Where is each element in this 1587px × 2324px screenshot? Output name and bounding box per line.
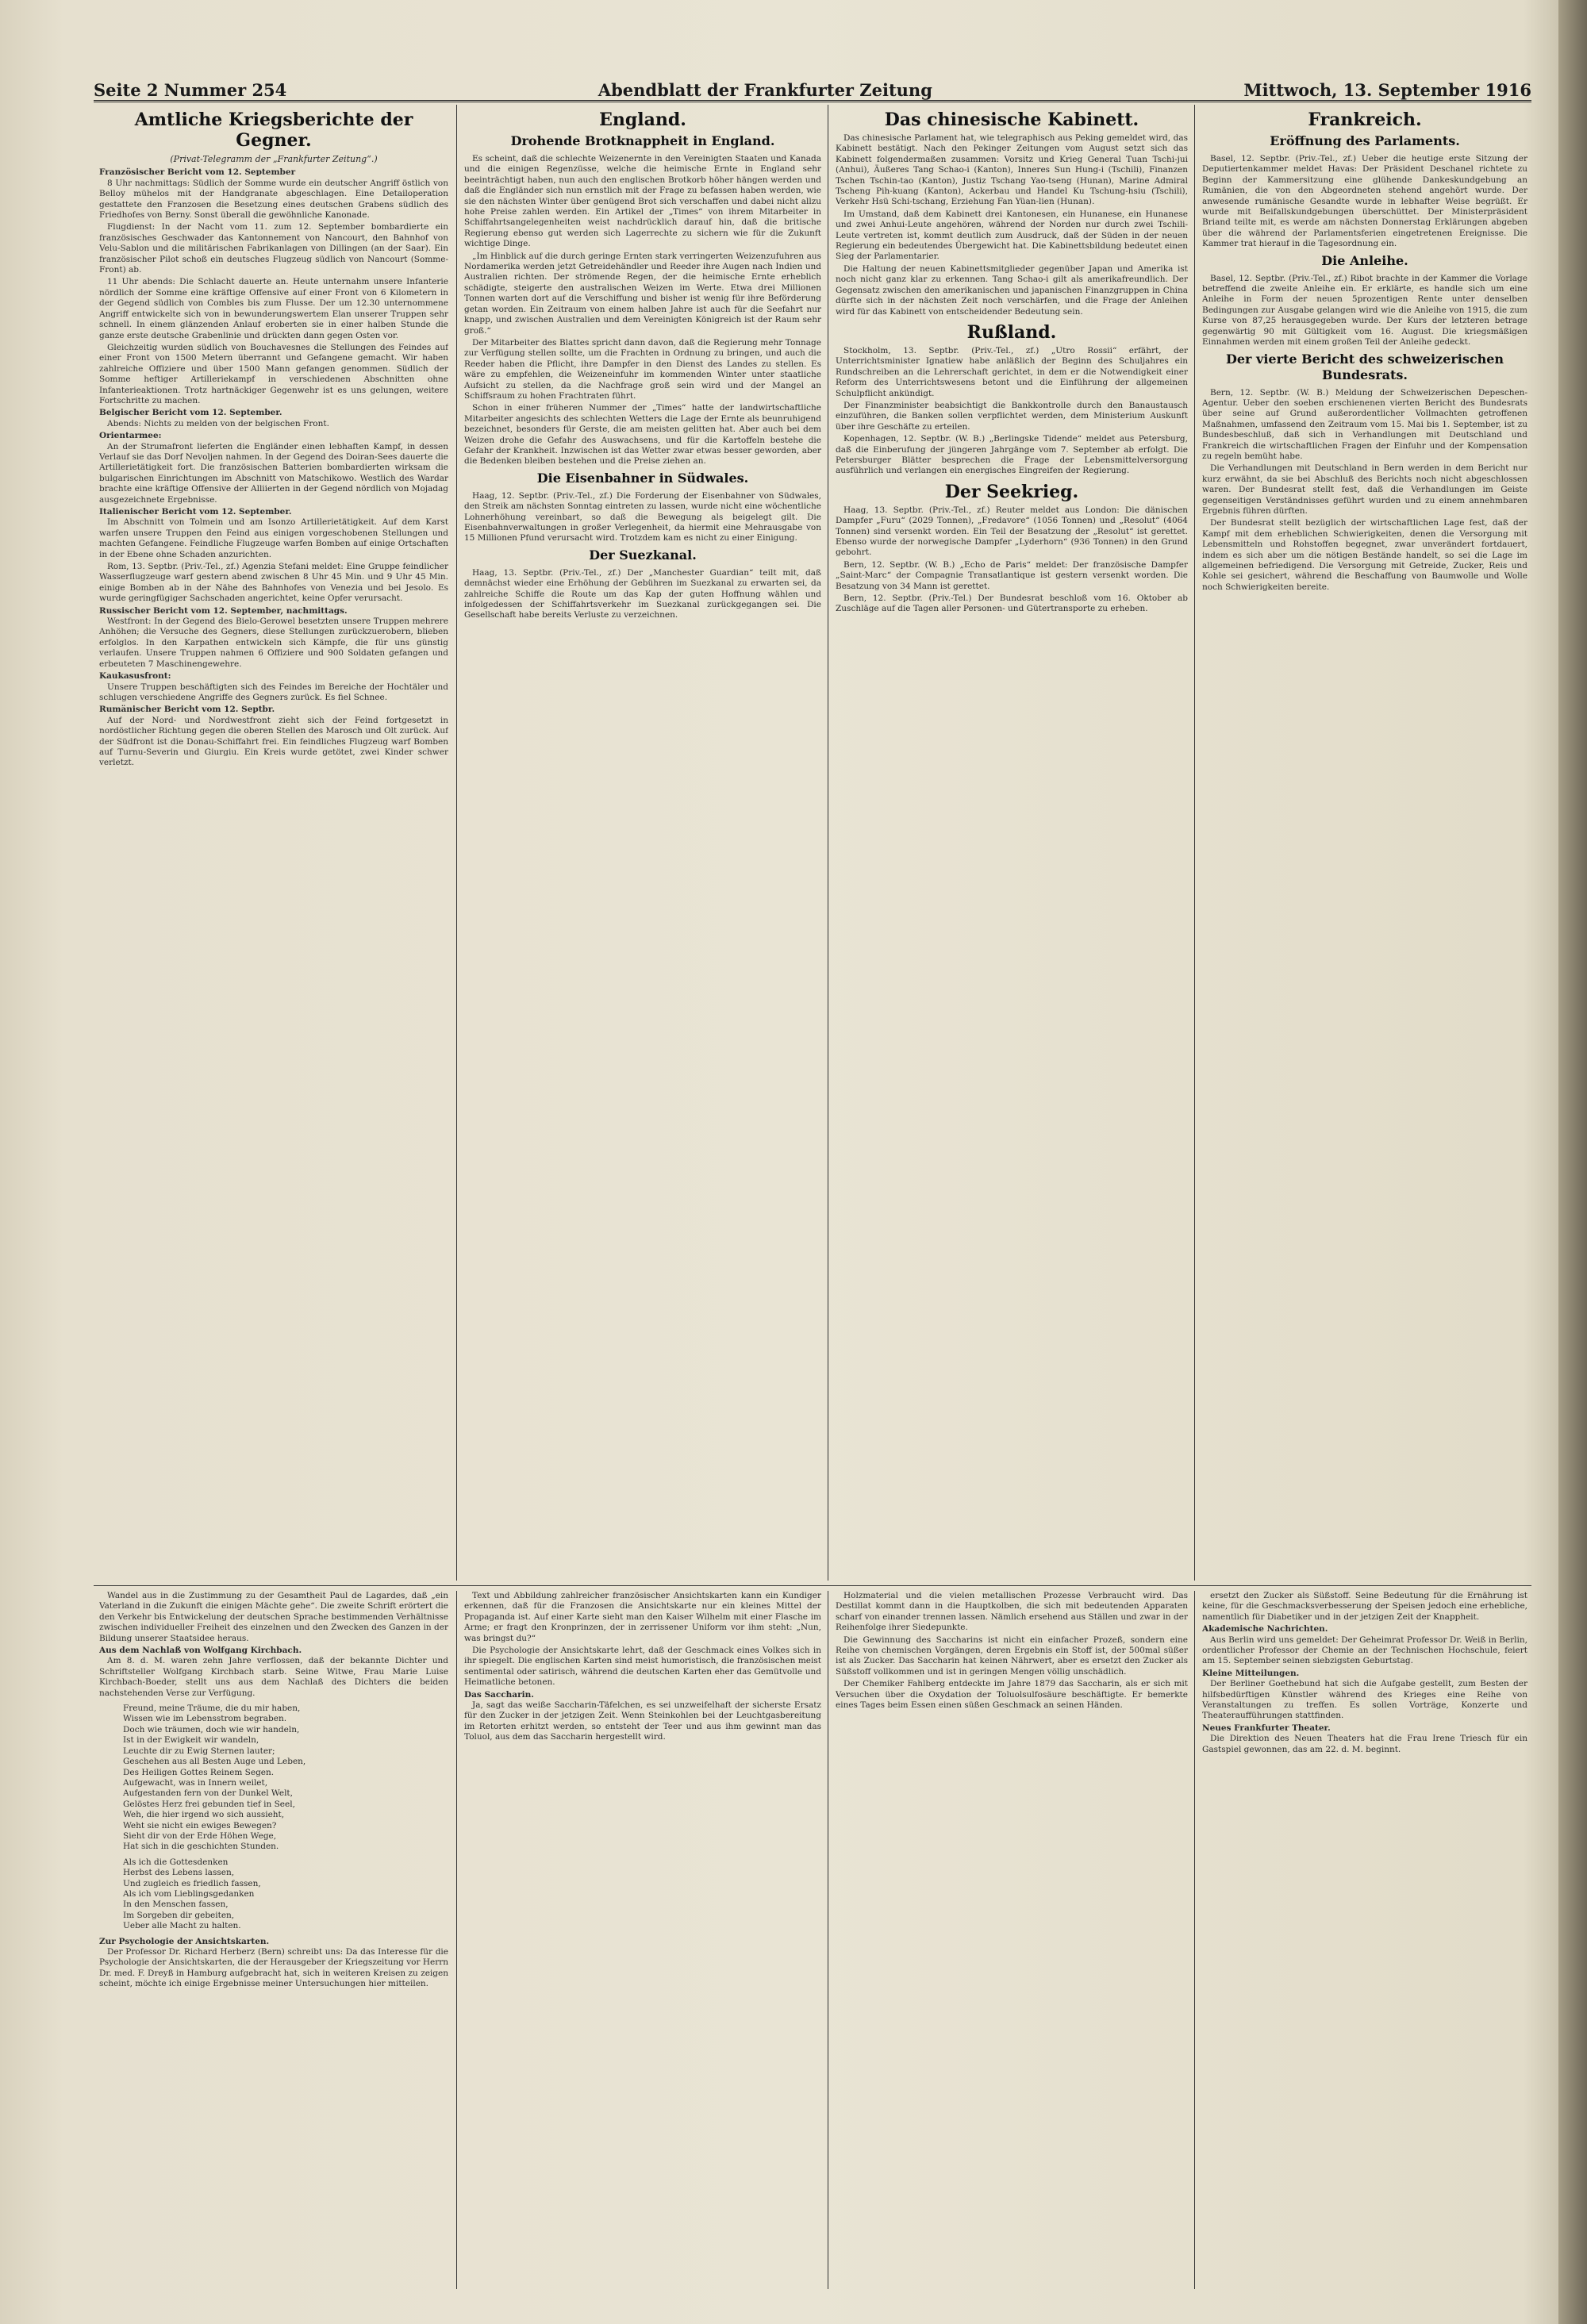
paragraph: Am 8. d. M. waren zehn Jahre verflossen, daß der bekannte Dichter und Schriftsteller Wolfgang Kirchbach starb. Seine Witwe, Frau Marie Luise Kirchbach-Boeder, stellt uns aus dem Nachlaß des Dichters die beiden nachstehenden Verse zur Verfügung.: [99, 1656, 448, 1698]
paragraph: Holzmaterial und die vielen metallischen Prozesse Verbraucht wird. Das Destillat kommt dann in die Hauptkolben, die sich mit bedeutenden Apparaten scharf von einander trennen lassen. Nämlich ersehend aus Ställen und zwar in der Reihenfolge ihrer Siedepunkte.: [836, 1591, 1188, 1633]
paragraph: Der Chemiker Fahlberg entdeckte im Jahre 1879 das Saccharin, als er sich mit Versuchen über die Oxydation der Toluolsulfosäure beschäftigte. Er bemerkte eines Tages beim Essen einen süßen Geschmack an seinen Händen.: [836, 1679, 1188, 1711]
section-heading: Kleine Mitteilungen.: [1202, 1668, 1300, 1678]
paragraph: Der Bundesrat stellt bezüglich der wirtschaftlichen Lage fest, daß der Kampf mit dem erheblichen Schwierigkeiten, denen die Versorgung mit Lebensmitteln und Rohstoffen begegnet, zwar unverändert fortdauert, indem es sich aber um die nötigen Bestände handelt, so sei die Lage im allgemeinen befriedigend. Die Versorgung mit Getreide, Zucker, Reis und Kohle sei gesichert, während die Beschaffung von Baumwolle und Wolle noch Schwierigkeiten bereite.: [1202, 518, 1527, 592]
article-title: Der vierte Bericht des schweizerischen Bundesrats.: [1225, 351, 1504, 382]
paragraph: 8 Uhr nachmittags: Südlich der Somme wurde ein deutscher Angriff östlich von Belloy mühelos mit der Handgranate abgeschlagen. Eine Detailoperation gestattete den Franzosen die Besetzung eines deutschen Grabens südlich des Friedhofes von Berny. Sonst überall die gewöhnliche Kanonade.: [99, 178, 448, 221]
section-heading: Akademische Nachrichten.: [1202, 1624, 1328, 1634]
section-heading: Das Saccharin.: [464, 1689, 534, 1700]
article-title: Rußland.: [966, 321, 1057, 343]
article-title: Frankreich.: [1308, 109, 1422, 130]
paragraph: Abends: Nichts zu melden von der belgischen Front.: [107, 418, 329, 428]
poem-line: Herbst des Lebens lassen,: [123, 1868, 235, 1878]
paragraph: Haag, 12. Septbr. (Priv.-Tel., zf.) Die Forderung der Eisenbahner von Südwales, den Streik am nächsten Sonntag eintreten zu lassen, wurde nicht eine wöchentliche Lohnerhöhung vereinbart, so daß die Bewegung als beigelegt gilt. Die Eisenbahnverwaltungen in großer Verlegenheit, da hiermit eine Mehrausgabe von 15 Millionen Pfund verursacht wird. Trotzdem kam es nicht zu einer Einigung.: [464, 490, 821, 544]
paragraph: Der Professor Dr. Richard Herberz (Bern) schreibt uns: Da das Interesse für die Psychologie der Ansichtskarten, die der Herausgeber der Kriegszeitung vor Herrn Dr. med. F. Dreyß in Hamburg aufgebracht hat, sich in weiteren Kreisen zu zeigen scheint, möchte ich einige Ergebnisse meiner Untersuchungen hier mitteilen.: [99, 1947, 448, 1989]
poem-line: Geschehen aus all Besten Auge und Leben,: [123, 1757, 306, 1767]
column-china-russia: [836, 105, 1188, 1581]
paragraph: Im Abschnitt von Tolmein und am Isonzo Artillerietätigkeit. Auf dem Karst warfen unsere Truppen den Feind aus einigen vorgeschobenen Stellungen und machten Gefangene. Feindliche Flugzeuge warfen Bomben auf einige Ortschaften in der Ebene ohne Schaden anzurichten.: [99, 517, 448, 559]
feuilleton-column-3: [836, 1591, 1188, 2289]
section-heading: Italienischer Bericht vom 12. September.: [99, 507, 292, 517]
paragraph: Rom, 13. Septbr. (Priv.-Tel., zf.) Agenzia Stefani meldet: Eine Gruppe feindlicher Wasserflugzeuge warf gestern abend zwischen 8 Uhr 45 Min. und 9 Uhr 45 Min. einige Bomben ab in der Nähe des Bahnhofes von Venezia und bei Jesolo. Es wurde geringfügiger Sachschaden angerichtet, keine Opfer verursacht.: [99, 562, 448, 604]
paragraph: Basel, 12. Septbr. (Priv.-Tel., zf.) Ribot brachte in der Kammer die Vorlage betreffend die zweite Anleihe ein. Er erklärte, es handle sich um eine Anleihe in Form der neuen 5prozentigen Rente unter denselben Bedingungen zur Ausgabe gelangen wird wie die Anleihe von 1915, die zum Kurse von 87,25 herausgegeben wurde. Der Kurs der letzteren betrage gegenwärtig 90 mit Gültigkeit vom 16. August. Die kriegsmäßigen Einnahmen werden mit einem großen Teil der Anleihe gedeckt.: [1202, 273, 1527, 348]
paragraph: Die Verhandlungen mit Deutschland in Bern werden in dem Bericht nur kurz erwähnt, da sie bei Abschluß des Berichts noch nicht abgeschlossen waren. Der Bundesrat stellt fest, daß die Verhandlungen im Geiste gegenseitigen Verständnisses geführt wurden und zu einem annehmbaren Ergebnis führen dürften.: [1202, 463, 1527, 516]
section-heading: Russischer Bericht vom 12. September, nachmittags.: [99, 605, 348, 616]
paragraph: Die Gewinnung des Saccharins ist nicht ein einfacher Prozeß, sondern eine Reihe von chemischen Vorgängen, deren Ergebnis ein Stoff ist, der 500mal süßer ist als Zucker. Das Saccharin hat keinen Nährwert, aber es ersetzt den Zucker als Süßstoff vollkommen und ist in geringen Mengen völlig unschädlich.: [836, 1634, 1188, 1677]
paragraph: ersetzt den Zucker als Süßstoff. Seine Bedeutung für die Ernährung ist keine, für die Geschmacksverbesserung der Speisen jedoch eine erhebliche, namentlich für Diabetiker und in der jetzigen Zeit der Knappheit.: [1202, 1591, 1527, 1622]
column-rule: [456, 105, 457, 1581]
section-heading: Französischer Bericht vom 12. September: [99, 167, 296, 178]
column-rule: [456, 1591, 457, 2289]
paragraph: An der Strumafront lieferten die Engländer einen lebhaften Kampf, in dessen Verlauf sie das Dorf Nevoljen nahmen. In der Gegend des Doiran-Sees dauerte die Artillerietätigkeit fort. Die französischen Batterien bombardierten wirksam die bulgarischen Einrichtungen im Abschnitt von Matschikowo. Westlich des Wardar brachte eine kräftige Offensive der Alliierten in der Gegend nördlich von Mojadag ausgezeichnete Ergebnisse.: [99, 441, 448, 505]
poem-line: Leuchte dir zu Ewig Sternen lauter;: [123, 1746, 275, 1756]
section-heading: Kaukasusfront:: [99, 671, 171, 682]
poem-block: [123, 1704, 448, 1853]
column-rule: [1194, 1591, 1195, 2289]
paragraph: Ja, sagt das weiße Saccharin-Täfelchen, es sei unzweifelhaft der sicherste Ersatz für den Zucker in der jetzigen Zeit. Wenn Steinkohlen bei der Leuchtgasbereitung im Retorten erhitzt werden, so entsteht der Teer und aus ihm gewinnt man das Toluol, aus dem das Saccharin hergestellt wird.: [464, 1700, 821, 1742]
poem-block: [123, 1857, 448, 1932]
article-title: Der Seekrieg.: [944, 481, 1079, 502]
header-masthead: Abendblatt der Frankfurter Zeitung: [598, 80, 932, 100]
article-subtitle: (Privat-Telegramm der „Frankfurter Zeitung“.): [170, 154, 378, 164]
paragraph: Text und Abbildung zahlreicher französischer Ansichtskarten kann ein Kundiger erkennen, daß für die Franzosen die Ansichtskarte nur ein kleines Mittel der Propaganda ist. Auf einer Karte sieht man den Kaiser Wilhelm mit einer Flasche im Arme; er fragt den Kronprinzen, der in zerrissener Uniform vor ihm steht: „Nun, was bringst du?“: [464, 1591, 821, 1643]
paragraph: Aus Berlin wird uns gemeldet: Der Geheimrat Professor Dr. Weiß in Berlin, ordentlicher Professor der Chemie an der Technischen Hochschule, feiert am 15. September seinen siebzigsten Geburtstag.: [1202, 1634, 1527, 1666]
paragraph: Es scheint, daß die schlechte Weizenernte in den Vereinigten Staaten und Kanada und die einigen Regenzüsse, welche die heimische Ernte in England sehr beeinträchtigt haben, nun auch den englischen Brotkorb höher hängen werden und daß die Engländer sich nun ernstlich mit der Frage zu befassen haben werden, wie sie den nächsten Winter über genügend Brot sich verschaffen und dabei nicht allzu hohe Preise zahlen werden. Ein Artikel der „Times“ von ihrem Mitarbeiter in Schiffahrtsangelegenheiten weist nachdrücklich darauf hin, daß die britische Regierung ebenso gut werden sich Lagerrechte zu sichern wie für die Zukunft wichtige Dinge.: [464, 154, 821, 249]
section-heading: Zur Psychologie der Ansichtskarten.: [99, 1936, 270, 1946]
paragraph: Der Berliner Goethebund hat sich die Aufgabe gestellt, zum Besten der hilfsbedürftigen Künstler während des Krieges eine Reihe von Veranstaltungen zu treffen. Es sollen Vorträge, Konzerte und Theateraufführungen stattfinden.: [1202, 1679, 1527, 1721]
paragraph: Die Direktion des Neuen Theaters hat die Frau Irene Triesch für ein Gastspiel gewonnen, das am 22. d. M. beginnt.: [1202, 1734, 1527, 1754]
section-heading: Rumänischer Bericht vom 12. Septbr.: [99, 705, 275, 715]
article-subtitle: Drohende Brotknappheit in England.: [510, 133, 775, 148]
poem-line: Gelöstes Herz frei gebunden tief in Seel,: [123, 1799, 295, 1809]
poem-line: Doch wie träumen, doch wie wir handeln,: [123, 1724, 300, 1734]
poem-line: Weht sie nicht ein ewiges Bewegen?: [123, 1820, 277, 1830]
paragraph: Im Umstand, daß dem Kabinett drei Kantonesen, ein Hunanese, ein Hunanese und zwei Anhui-Leute angehören, während der Norden nur durch zwei Tschili-Leute vertreten ist, kommt deutlich zum Ausdruck, daß der Süden in der neuen Regierung ein bedeutendes Übergewicht hat. Die Kabinettsbildung bedeutet einen Sieg der Parlamentarier.: [836, 209, 1188, 262]
paragraph: Bern, 12. Septbr. (Priv.-Tel.) Der Bundesrat beschloß vom 16. Oktober ab Zuschläge auf die Tagen aller Personen- und Gütertransporte zu erheben.: [836, 593, 1188, 614]
paragraph: Bern, 12. Septbr. (W. B.) „Echo de Paris“ meldet: Der französische Dampfer „Saint-Marc“ der Compagnie Transatlantique ist gestern versenkt worden. Die Besatzung von 34 Mann ist gerettet.: [836, 559, 1188, 591]
poem-line: Sieht dir von der Erde Höhen Wege,: [123, 1830, 277, 1841]
article-title: Der Suezkanal.: [589, 547, 697, 563]
article-title: Die Anleihe.: [1321, 252, 1408, 268]
feuilleton-column-2: [464, 1591, 821, 2289]
paragraph: Der Mitarbeiter des Blattes spricht dann davon, daß die Regierung mehr Tonnage zur Verfügung stellen sollte, um die Frachten in Ordnung zu bringen, und auch die Reeder haben die Pflicht, ihre Dampfer in den Dienst des Landes zu stellen. Es wäre zu empfehlen, die Weizeneinfuhr im kommenden Winter unter staatliche Aufsicht zu stellen, da die Nachfrage groß sein wird und der Mangel an Schiffsraum zu hohen Frachtraten führt.: [464, 337, 821, 401]
column-england: [464, 105, 821, 1581]
paragraph: Schon in einer früheren Nummer der „Times“ hatte der landwirtschaftliche Mitarbeiter angesichts des schlechten Wetters die Lage der Ernte als beunruhigend bezeichnet, besonders für Gerste, die am meisten gelitten hat. Aber auch bei dem Weizen drohe die Gefahr des Auswachsens, und für die Kartoffeln bestehe die Gefahr der Krankheit. Inzwischen ist das Wetter zwar etwas besser geworden, aber die Bedenken bleiben bestehen und die Preise ziehen an.: [464, 403, 821, 467]
paragraph: Kopenhagen, 12. Septbr. (W. B.) „Berlingske Tidende“ meldet aus Petersburg, daß die Einberufung der jüngeren Jahrgänge vom 7. September ab erfolgt. Die Petersburger Blätter besprechen die Frage der Lebensmittelversorgung ausführlich und verlangen ein energisches Eingreifen der Regierung.: [836, 434, 1188, 476]
column-war-reports: [99, 105, 448, 1581]
page-edge-shadow: [1558, 0, 1587, 2324]
feuilleton-column-4: [1202, 1591, 1527, 2289]
paragraph: Haag, 13. Septbr. (Priv.-Tel., zf.) Der „Manchester Guardian“ teilt mit, daß demnächst wieder eine Erhöhung der Gebühren im Suezkanal zu erwarten sei, da zahlreiche Schiffe die Route um das Kap der guten Hoffnung wählen und infolgedessen der Schiffahrtsverkehr im Suezkanal zurückgegangen sei. Die Gesellschaft habe bereits Verluste zu verzeichnen.: [464, 567, 821, 620]
section-heading: Orientarmee:: [99, 431, 162, 441]
paragraph: Die Haltung der neuen Kabinettsmitglieder gegenüber Japan und Amerika ist noch nicht ganz klar zu erkennen. Tang Schao-i gilt als amerikafreundlich. Der Gegensatz zwischen den amerikanischen und japanischen Finanzgruppen in China dürfte sich in der nächsten Zeit noch verschärfen, und die Frage der Anleihen wird für das Kabinett von entscheidender Bedeutung sein.: [836, 263, 1188, 317]
paragraph: Bern, 12. Septbr. (W. B.) Meldung der Schweizerischen Depeschen-Agentur. Ueber den soeben erschienenen vierten Bericht des Bundesrats über seine auf Grund außerordentlicher Vollmachten getroffenen Maßnahmen, umfassend den Zeitraum vom 15. Mai bis 1. September, ist zu Bundesbeschluß, daß sich in Verhandlungen mit Deutschland und Frankreich die wirtschaftlichen Fragen der Einfuhr und der Kompensation zu regeln bemüht habe.: [1202, 387, 1527, 461]
article-subtitle: Eröffnung des Parlaments.: [1270, 133, 1460, 148]
section-heading: Belgischer Bericht vom 12. September.: [99, 408, 282, 418]
feuilleton-column-1: [99, 1591, 448, 2289]
poem-line: Aufgestanden fern von der Dunkel Welt,: [123, 1788, 293, 1799]
column-france: [1202, 105, 1527, 1581]
paragraph: Das chinesische Parlament hat, wie telegraphisch aus Peking gemeldet wird, das Kabinett bestätigt. Nach den Pekinger Zeitungen vom August setzt sich das Kabinett folgendermaßen zusammen: Vorsitz und Krieg General Tuan Tschi-jui (Anhui), Äußeres Tang Schao-i (Kanton), Inneres Sun Hung-i (Tschili), Finanzen Tschen Tschin-tao (Kanton), Justiz Tschang Yao-tseng (Hunan), Marine Admiral Tscheng Pih-kuang (Kanton), Ackerbau und Handel Ku Tschung-hsiu (Tschili), Verkehr Hsü Schi-tschang, Erziehung Fan Yüan-lien (Hunan).: [836, 133, 1188, 207]
poem-line: Als ich die Gottesdenken: [123, 1857, 229, 1867]
paragraph: „Im Hinblick auf die durch geringe Ernten stark verringerten Weizenzufuhren aus Nordamerika werden jetzt Getreidehändler und Reeder ihre Augen nach Indien und Australien richten. Der strömende Regen, der die heimische Ernte erheblich schädigte, steigerte den australischen Weizen im Werte. Etwa drei Millionen Tonnen warten dort auf die Verschiffung und bisher ist wenig für ihre Beförderung getan worden. Ein Zeitraum von einem halben Jahre ist auch für die Seefahrt nur knapp, und zwischen Australien und dem Vereinigten Königreich ist der Raum sehr groß.“: [464, 251, 821, 336]
paragraph: Die Psychologie der Ansichtskarte lehrt, daß der Geschmack eines Volkes sich in ihr spiegelt. Die englischen Karten sind meist humoristisch, die französischen meist sentimental oder satirisch, während die deutschen Karten eher das Gemütvolle und Heimatliche betonen.: [464, 1646, 821, 1688]
poem-line: Hat sich in die geschichten Stunden.: [123, 1842, 279, 1852]
poem-line: In den Menschen fassen,: [123, 1900, 229, 1910]
poem-line: Des Heiligen Gottes Reinem Segen.: [123, 1767, 275, 1777]
section-divider: [94, 1585, 1531, 1586]
poem-line: Weh, die hier irgend wo sich aussieht,: [123, 1810, 285, 1820]
paragraph: Auf der Nord- und Nordwestfront zieht sich der Feind fortgesetzt in nordöstlicher Richtung gegen die oberen Stellen des Marosch und Olt zurück. Auf der Südfront ist die Donau-Schiffahrt frei. Ein feindliches Flugzeug warf Bomben auf Turnu-Severin und Giurgiu. Ein Kreis wurde getötet, zwei Kinder schwer verletzt.: [99, 715, 448, 768]
page-header: [94, 71, 1531, 102]
header-page-number: Seite 2 Nummer 254: [94, 80, 287, 100]
paragraph: Der Finanzminister beabsichtigt die Bankkontrolle durch den Banaustausch einzuführen, die Banken sollen verpflichtet werden, dem Ministerium Auskunft über ihre Geschäfte zu erteilen.: [836, 400, 1188, 432]
section-heading: Aus dem Nachlaß von Wolfgang Kirchbach.: [99, 1646, 302, 1656]
article-title: Amtliche Kriegsberichte der Gegner.: [134, 109, 413, 151]
paragraph: Haag, 13. Septbr. (Priv.-Tel., zf.) Reuter meldet aus London: Die dänischen Dampfer „Furu“ (2029 Tonnen), „Fredavore“ (1056 Tonnen) und „Resolut“ (4064 Tonnen) sind versenkt worden. Ein Teil der Besatzung der „Resolut“ ist gerettet. Ebenso wurde der norwegische Dampfer „Lyderhorn“ (936 Tonnen) in den Grund gebohrt.: [836, 505, 1188, 558]
article-title: England.: [599, 109, 686, 130]
column-rule: [1194, 105, 1195, 1581]
poem-line: Aufgewacht, was in Innern weilet,: [123, 1777, 268, 1788]
poem-line: Ueber alle Macht zu halten.: [123, 1921, 241, 1931]
poem-line: Und zugleich es friedlich fassen,: [123, 1878, 261, 1888]
poem-line: Im Sorgeben dir gebeiten,: [123, 1910, 235, 1920]
paragraph: 11 Uhr abends: Die Schlacht dauerte an. Heute unternahm unsere Infanterie nördlich der Somme eine kräftige Offensive auf einer Front von 6 Kilometern in der Gegend südlich von Combles bis zum Flusse. Der um 12.30 unternommene Angriff entwickelte sich von in bewunderungswertem Elan unserer Truppen sehr schnell. In einem glänzenden Anlauf eroberten sie in einer halben Stunde die ganze erste deutsche Grabenlinie und drückten dann gegen Osten vor.: [99, 277, 448, 340]
article-title: Die Eisenbahner in Südwales.: [536, 470, 749, 486]
section-heading: Neues Frankfurter Theater.: [1202, 1723, 1331, 1733]
poem-line: Als ich vom Lieblingsgedanken: [123, 1888, 255, 1899]
paragraph: Basel, 12. Septbr. (Priv.-Tel., zf.) Ueber die heutige erste Sitzung der Deputiertenkammer meldet Havas: Der Präsident Deschanel richtete zu Beginn der Kammersitzung eine glühende Dankeskundgebung an Rumänien, die von den Abgeordneten stehend angehört wurde. Der anwesende rumänische Gesandte wurde in lebhafter Weise begrüßt. Er wurde mit Beifallskundgebungen überschüttet. Der Ministerpräsident Briand teilte mit, es werde am nächsten Donnerstag Erklärungen abgeben über die während der Parlamentsferien eingetretenen Ereignisse. Die Kammer trat hierauf in die Tagesordnung ein.: [1202, 154, 1527, 249]
article-title: Das chinesische Kabinett.: [884, 109, 1139, 130]
paragraph: Flugdienst: In der Nacht vom 11. zum 12. September bombardierte ein französisches Geschwader das Kantonnement von Nancourt, den Bahnhof von Velu-Sablon und die militärischen Fabrikanlagen von Dillingen (an der Saar). Ein französischer Pilot schoß ein deutsches Flugzeug südlich von Nancourt (Somme-Front) ab.: [99, 222, 448, 275]
paragraph: Wandel aus in die Zustimmung zu der Gesamtheit Paul de Lagardes, daß „ein Vaterland in die Zukunft die einigen Mächte gehe“. Die zweite Schrift erörtert die den Verkehr bis Entwickelung der deutschen Sprache bestimmenden Verhältnisse zwischen individueller Freiheit des einzelnen und den Zwecken des Ganzen in der Bildung unserer Staatsidee heraus.: [99, 1591, 448, 1643]
poem-line: Freund, meine Träume, die du mir haben,: [123, 1704, 301, 1714]
poem-line: Ist in der Ewigkeit wir wandeln,: [123, 1735, 259, 1746]
paragraph: Gleichzeitig wurden südlich von Bouchavesnes die Stellungen des Feindes auf einer Front von 1500 Metern überrannt und Gefangene gemacht. Wir haben zahlreiche Offiziere und über 1500 Mann gefangen genommen. Südlich der Somme heftiger Artilleriekampf in verschiedenen Abschnitten ohne Infanterieaktionen. Trotz hartnäckiger Gegenwehr ist es uns gelungen, weitere Fortschritte zu machen.: [99, 342, 448, 405]
paragraph: Unsere Truppen beschäftigten sich des Feindes im Bereiche der Hochtäler und schlugen verschiedene Angriffe des Gegners zurück. Es fiel Schnee.: [99, 682, 448, 702]
paragraph: Westfront: In der Gegend des Bielo-Gerowel besetzten unsere Truppen mehrere Anhöhen; die Versuche des Gegners, diese Stellungen zurückzuerobern, blieben erfolglos. In den Karpathen entwickeln sich Kämpfe, die für uns günstig verlaufen. Unsere Truppen nahmen 6 Offiziere und 900 Soldaten gefangen und erbeuteten 7 Maschinengewehre.: [99, 617, 448, 669]
poem-line: Wissen wie im Lebensstrom begraben.: [123, 1714, 287, 1724]
header-date: Mittwoch, 13. September 1916: [1243, 80, 1531, 100]
paragraph: Stockholm, 13. Septbr. (Priv.-Tel., zf.) „Utro Rossii“ erfährt, der Unterrichtsminister Ignatiew habe anläßlich der Beginn des Schuljahres ein Rundschreiben an die Lehrerschaft gerichtet, in dem er die Notwendigkeit einer Reform des Unterrichtswesens betont und die Einführung der allgemeinen Schulpflicht ankündigt.: [836, 345, 1188, 398]
